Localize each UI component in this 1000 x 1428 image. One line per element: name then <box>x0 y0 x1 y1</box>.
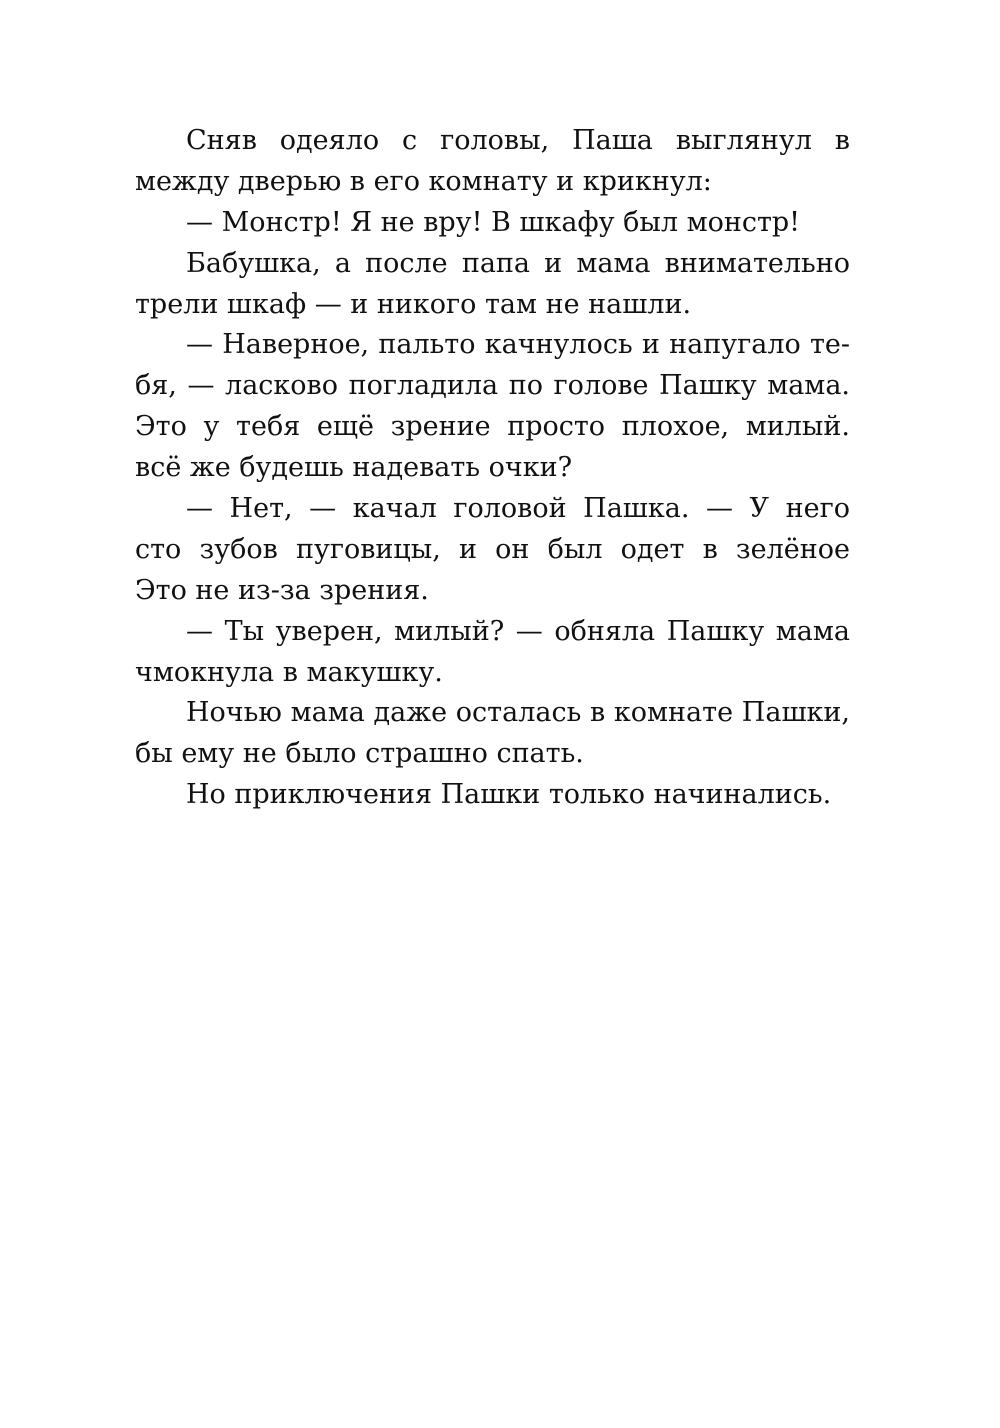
text-line: Бабушка, а после папа и мама внимательно <box>186 247 850 279</box>
text-line: Но приключения Пашки только начинались. <box>186 779 832 811</box>
text-line: — Монстр! Я не вру! В шкафу был монстр! <box>186 206 801 238</box>
text-line: — Нет, — качал головой Пашка. — У него <box>186 493 850 525</box>
text-line: — Наверное, пальто качнулось и напугало те- <box>186 329 850 361</box>
text-line: — Ты уверен, милый? — обняла Пашку мама <box>186 615 850 647</box>
text-line: трели шкаф — и никого там не нашли. <box>135 288 692 320</box>
text-line: Ночью мама даже осталась в комнате Пашки, <box>186 697 850 729</box>
text-line: Это у тебя ещё зрение просто плохое, милый. <box>135 411 850 443</box>
text-line: сто зубов пуговицы, и он был одет в зелёное <box>135 533 850 565</box>
text-line: всё же будешь надевать очки? <box>135 452 573 484</box>
text-line: между дверью в его комнату и крикнул: <box>135 165 712 197</box>
page-text <box>135 121 850 816</box>
text-line: бя, — ласково погладила по голове Пашку мама. <box>135 370 850 402</box>
text-line: чмокнула в макушку. <box>135 656 443 688</box>
text-line: Сняв одеяло с головы, Паша выглянул в <box>186 125 850 156</box>
text-line: бы ему не было страшно спать. <box>135 738 584 770</box>
text-line: Это не из-за зрения. <box>135 574 429 606</box>
